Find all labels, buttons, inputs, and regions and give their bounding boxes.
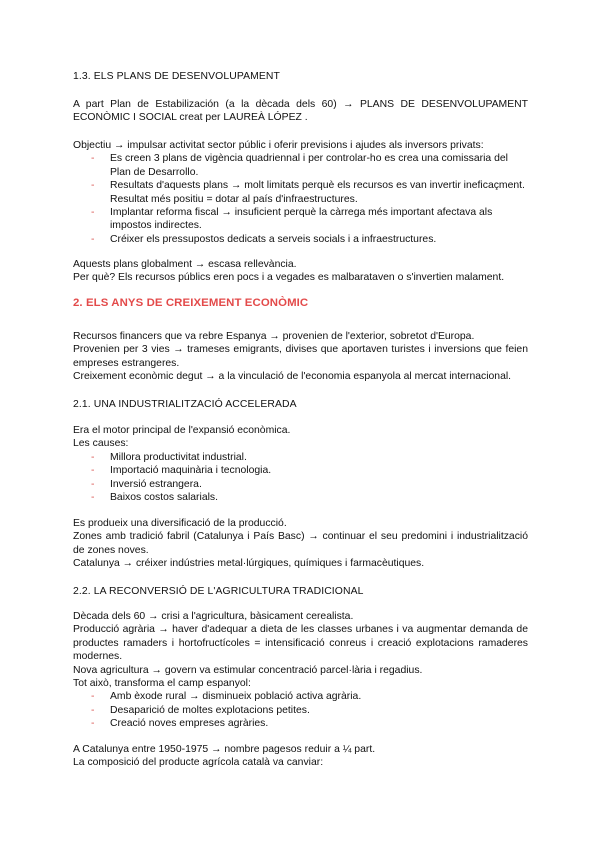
section-1-3-objective: Objectiu → impulsar activitat sector públic i oferir previsions i ajudes als inversors privats: [73, 140, 484, 151]
section-2-1-bullet-list [73, 451, 528, 505]
section-1-3-title: 1.3. ELS PLANS DE DESENVOLUPAMENT [73, 71, 280, 82]
list-item: - Créixer els pressupostos dedicats a serveis socials i a infraestructures. [91, 233, 437, 245]
bullet-dash-icon: - [91, 492, 95, 504]
paragraph: A Catalunya entre 1950-1975 → nombre pagesos reduir a ¼ part. [73, 744, 376, 755]
paragraph: Nova agricultura → govern va estimular concentració parcel·lària i regadius. [73, 664, 423, 676]
paragraph: Creixement econòmic degut → a la vinculació de l'economia espanyola al mercat internacional. [73, 371, 512, 383]
list-item: - Importació maquinària i tecnologia. [91, 465, 272, 477]
bullet-dash-icon: - [91, 153, 95, 165]
section-1-3-objective-block [73, 139, 528, 246]
bullet-dash-icon: - [91, 704, 95, 716]
bullet-dash-icon: - [91, 180, 95, 192]
list-item: - Inversió estrangera. [91, 478, 202, 490]
bullet-dash-icon: - [91, 718, 95, 730]
section-2-2-title: 2.2. LA RECONVERSIÓ DE L'AGRICULTURA TRADICIONAL [73, 586, 364, 597]
list-item: - Creació noves empreses agràries. [91, 718, 269, 730]
bullet-dash-icon: - [91, 465, 95, 477]
paragraph: La composició del producte agrícola català va canviar: [73, 757, 324, 769]
section-2-1-title: 2.1. UNA INDUSTRIALITZACIÓ ACCELERADA [73, 399, 297, 410]
section-2-title: 2. ELS ANYS DE CREIXEMENT ECONÒMIC [73, 297, 309, 309]
bullet-dash-icon: - [91, 207, 95, 219]
section-1-3-conclusion [73, 258, 528, 285]
section-1-3-bullet-list [73, 152, 528, 246]
list-item: - Desaparició de moltes explotacions petites. [91, 704, 310, 716]
paragraph: Recursos financers que va rebre Espanya → provenien de l'exterior, sobretot d'Europa. [73, 331, 475, 342]
bullet-dash-icon: - [91, 451, 95, 463]
paragraph: Es produeix una diversificació de la producció. [73, 518, 287, 529]
paragraph: Producció agrària → haver d'adequar a dieta de les classes urbanes i va augmentar demanda de productes ramaders i hortofructícoles = intensificació conreus i creació explotacions ramaderes modernes. [73, 624, 528, 663]
section-2-2-body [73, 610, 528, 731]
section-1-3-intro: A part Plan de Estabilización (a la dècada dels 60) → PLANS DE DESENVOLUPAMENT ECONÒMIC I SOCIAL creat per LAUREÀ LÓPEZ . [73, 99, 528, 124]
conclusion-line: Per què? Els recursos públics eren pocs i a vegades es malbarataven o s'invertien malament. [73, 272, 505, 284]
list-item: - Implantar reforma fiscal → insuficient perquè la càrrega més important afectava als impostos indirectes. [91, 207, 493, 232]
list-item: - Es creen 3 plans de vigència quadriennal i per controlar-ho es crea una comissaria del Plan de Desarrollo. [91, 153, 508, 178]
paragraph: Dècada dels 60 → crisi a l'agricultura, bàsicament cerealista. [73, 611, 354, 622]
list-item: - Amb èxode rural → disminueix població activa agrària. [91, 691, 362, 703]
list-item: - Resultats d'aquests plans → molt limitats perquè els recursos es van invertir ineficaçment. Resultat més positiu = dotar al país d'infraestructures. [91, 180, 525, 205]
section-2-body [73, 330, 528, 384]
list-item: - Millora productivitat industrial. [91, 451, 247, 463]
list-item: - Baixos costos salarials. [91, 492, 218, 504]
section-2-1-diversification [73, 517, 528, 571]
paragraph: Tot això, transforma el camp espanyol: [73, 678, 251, 690]
paragraph: Zones amb tradició fabril (Catalunya i País Basc) → continuar el seu predomini i industrialització de zones noves. [73, 531, 528, 556]
bullet-dash-icon: - [91, 478, 95, 490]
section-1-3-body [73, 98, 528, 125]
conclusion-line: Aquests plans globalment → escasa rellevància. [73, 259, 297, 270]
section-2-1-body [73, 424, 528, 504]
section-2-2-catalonia [73, 743, 528, 770]
bullet-dash-icon: - [91, 233, 95, 245]
paragraph: Era el motor principal de l'expansió econòmica. [73, 425, 291, 436]
paragraph: Catalunya → créixer indústries metal·lúrgiques, químiques i farmacèutiques. [73, 558, 425, 570]
section-2-2-bullet-list [73, 690, 528, 730]
bullet-dash-icon: - [91, 691, 95, 703]
paragraph: Provenien per 3 vies → trameses emigrants, divises que aportaven turistes i inversions que feien empreses estrangeres. [73, 344, 528, 369]
paragraph: Les causes: [73, 438, 129, 450]
